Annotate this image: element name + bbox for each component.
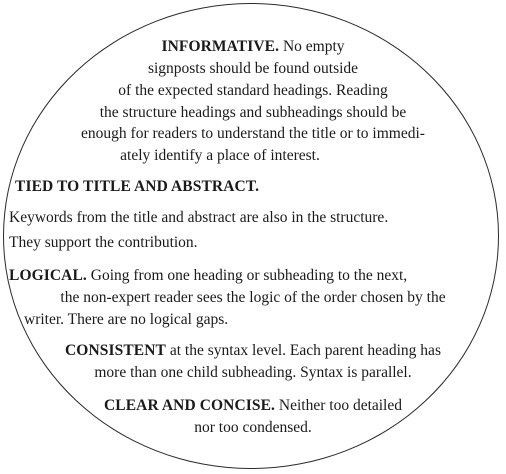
clear-text: Neither too detailed — [275, 397, 402, 414]
informative-line-2: signposts should be found outside — [147, 60, 359, 77]
informative-line-1 — [0, 37, 506, 57]
consistent-line-2: more than one child subheading. Syntax is parallel. — [94, 364, 412, 381]
consistent-line-1 — [0, 341, 506, 361]
logical-heading: LOGICAL. — [9, 267, 87, 284]
consistent-text: at the syntax level. Each parent heading has — [165, 342, 441, 359]
informative-heading: INFORMATIVE. — [161, 38, 280, 55]
informative-line-3: of the expected standard headings. Reading — [118, 82, 388, 99]
clear-line-2: nor too condensed. — [194, 419, 312, 436]
consistent-heading: CONSISTENT — [65, 342, 166, 359]
logical-line-1 — [9, 266, 407, 286]
logical-text: Going from one heading or subheading to the next, — [86, 267, 408, 284]
tied-heading: TIED TO TITLE AND ABSTRACT. — [15, 178, 260, 195]
informative-line-5: enough for readers to understand the title or to immedi- — [81, 125, 425, 142]
informative-line-6: ately identify a place of interest. — [120, 147, 320, 164]
logical-line-3: writer. There are no logical gaps. — [24, 311, 229, 328]
informative-text: No empty — [279, 38, 345, 55]
tied-line-1: Keywords from the title and abstract are also in the structure. — [9, 209, 389, 226]
clear-heading: CLEAR AND CONCISE. — [103, 397, 276, 414]
informative-line-4: the structure headings and subheadings should be — [99, 104, 407, 121]
clear-line-1 — [0, 396, 506, 416]
tied-line-2: They support the contribution. — [9, 234, 198, 251]
logical-line-2: the non-expert reader sees the logic of the order chosen by the — [60, 289, 446, 306]
